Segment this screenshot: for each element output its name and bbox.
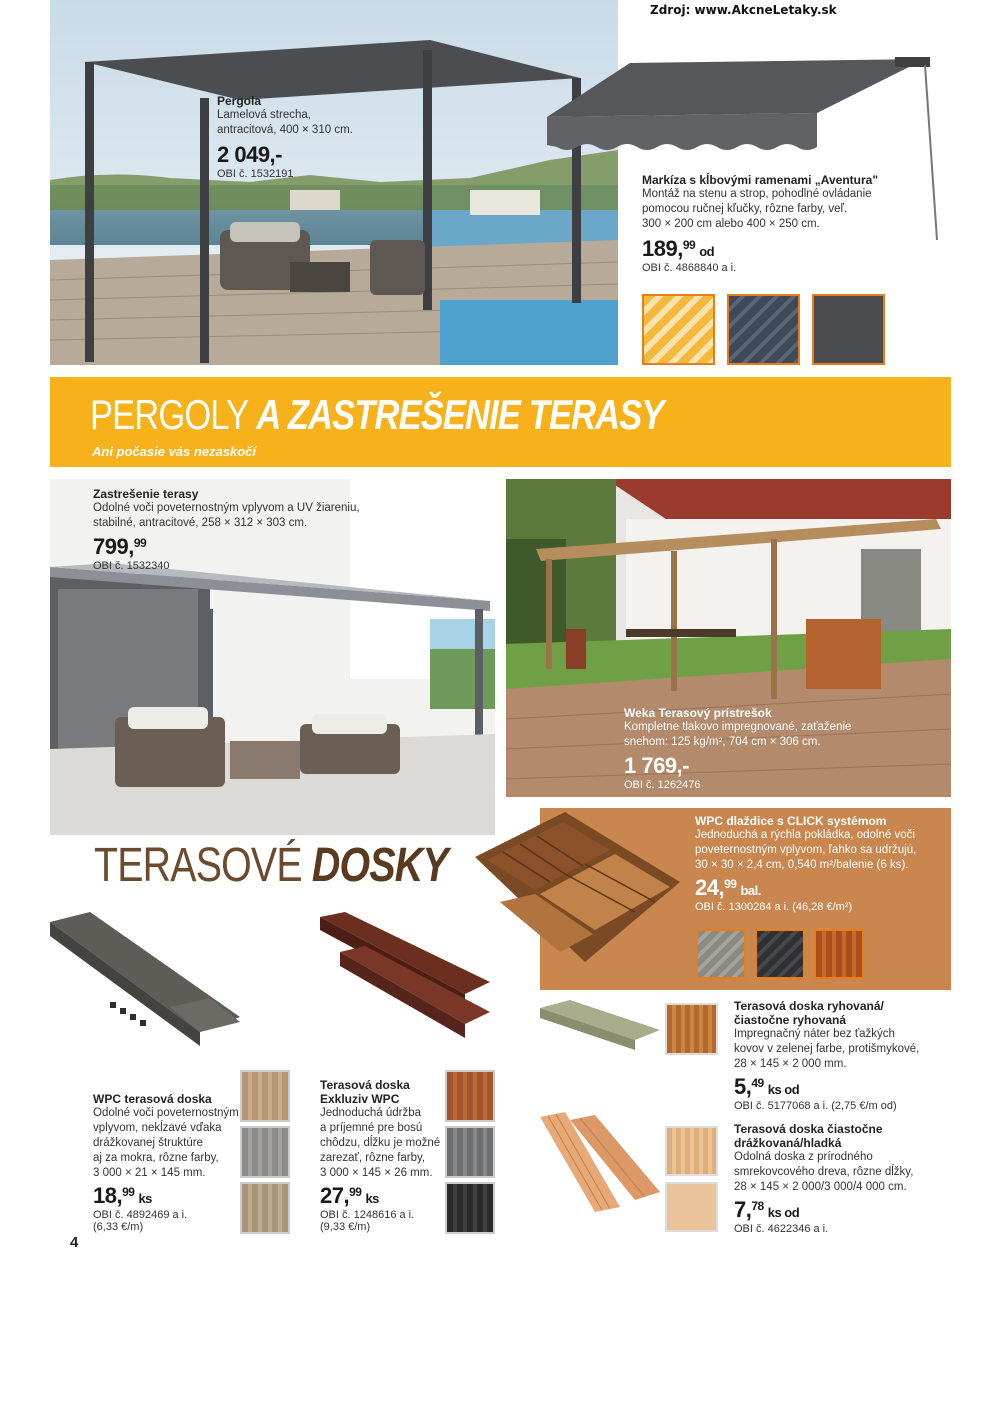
wpc-doska-price-cents: 99 xyxy=(122,1185,135,1199)
exkluziv-code-1: OBI č. 1248616 a i. xyxy=(320,1209,415,1221)
drazkovana-info xyxy=(734,1122,913,1235)
markiza-price-main: 189, xyxy=(642,236,683,261)
wpc-dlazdice-desc-3: 30 × 30 × 2,4 cm, 0,540 m²/balenie (6 ks). xyxy=(695,859,909,871)
wpc-dlazdice-info xyxy=(695,814,916,913)
zastresenie-desc-1: Odolné voči poveternostným vplyvom a UV žiareniu, xyxy=(93,502,360,514)
markiza-price-cents: 99 xyxy=(682,238,696,252)
exkluziv-title-1: Terasová doska xyxy=(320,1078,410,1092)
weka-info xyxy=(624,706,851,791)
weka-code: OBI č. 1262476 xyxy=(624,779,701,791)
ryhovana-info xyxy=(734,999,919,1112)
zastresenie-price-cents: 99 xyxy=(133,536,147,550)
ryhovana-price-main: 5, xyxy=(734,1074,752,1099)
wpc-dlazdice-desc-2: poveternostným vplyvom, ľahko sa udržujú, xyxy=(695,844,917,856)
ryhovana-title-1: Terasová doska ryhovaná/ xyxy=(734,999,884,1013)
wpc-dlazdice-swatch-black xyxy=(755,929,805,979)
banner-title xyxy=(90,391,664,439)
exkluziv-swatch-grey xyxy=(445,1126,495,1178)
exkluziv-price-main: 27, xyxy=(320,1183,350,1208)
pergola-price: 2 049,- xyxy=(217,142,282,167)
markiza-desc-2: pomocou ručnej kľučky, rôzne farby, veľ. xyxy=(642,203,848,215)
wpc-doska-photo xyxy=(50,912,240,1052)
wpc-doska-info xyxy=(93,1092,239,1233)
markiza-code: OBI č. 4868840 a i. xyxy=(642,262,737,274)
wpc-doska-desc-3: drážkovanej štruktúre xyxy=(93,1137,203,1149)
wpc-dlazdice-swatch-wood xyxy=(814,929,864,979)
pergola-info xyxy=(217,94,353,180)
markiza-price-unit: od xyxy=(699,244,715,259)
markiza-info xyxy=(642,173,878,274)
drazkovana-price-cents: 78 xyxy=(751,1199,764,1213)
exkluziv-code-2: (9,33 €/m) xyxy=(320,1221,371,1233)
wpc-dlazdice-price-main: 24, xyxy=(695,875,725,900)
wpc-doska-desc-2: vplyvom, nekĺzavé vďaka xyxy=(93,1122,222,1134)
source-credit: Zdroj: www.AkcneLetaky.sk xyxy=(650,3,837,17)
ryhovana-title-2: čiastočne ryhovaná xyxy=(734,1013,847,1027)
dosky-heading xyxy=(94,838,448,893)
drazkovana-desc-3: 28 × 145 × 2 000/3 000/4 000 cm. xyxy=(734,1181,907,1193)
weka-desc-2: snehom: 125 kg/m², 704 cm × 306 cm. xyxy=(624,736,821,748)
wpc-doska-price xyxy=(93,1183,239,1209)
ryhovana-code: OBI č. 5177068 a i. (2,75 €/m od) xyxy=(734,1100,897,1112)
wpc-dlazdice-price xyxy=(695,875,916,901)
pergola-desc-1: Lamelová strecha, xyxy=(217,109,311,121)
exkluziv-photo xyxy=(320,912,490,1042)
wpc-doska-price-main: 18, xyxy=(93,1183,123,1208)
ryhovana-price-unit: ks od xyxy=(767,1082,800,1097)
exkluziv-price-cents: 99 xyxy=(349,1185,362,1199)
wpc-doska-desc-5: 3 000 × 21 × 145 mm. xyxy=(93,1167,206,1179)
zastresenie-price xyxy=(93,534,360,560)
zastresenie-title: Zastrešenie terasy xyxy=(93,487,199,501)
pergola-desc-2: antracitová, 400 × 310 cm. xyxy=(217,124,353,136)
banner-title-b: A ZASTREŠENIE TERASY xyxy=(256,391,664,438)
exkluziv-swatch-brown xyxy=(445,1070,495,1122)
wpc-dlazdice-desc-1: Jednoduchá a rýchla pokládka, odolné voči xyxy=(695,829,915,841)
ryhovana-desc-1: Impregnačný náter bez ťažkých xyxy=(734,1028,895,1040)
exkluziv-desc-5: 3 000 × 145 × 26 mm. xyxy=(320,1167,433,1179)
exkluziv-price-unit: ks xyxy=(365,1191,379,1206)
pergola-title: Pergola xyxy=(217,94,262,108)
drazkovana-desc-2: smrekovcového dreva, rôzne dĺžky, xyxy=(734,1166,914,1178)
wpc-doska-swatch-sand xyxy=(240,1182,290,1234)
exkluziv-title-2: Exkluziv WPC xyxy=(320,1092,400,1106)
ryhovana-price-cents: 49 xyxy=(751,1076,764,1090)
pergola-photo xyxy=(50,0,618,365)
markiza-desc-1: Montáž na stenu a strop, pohodlné ovládanie xyxy=(642,188,872,200)
banner-title-a: PERGOLY xyxy=(90,391,248,438)
drazkovana-title-2: drážkovaná/hladká xyxy=(734,1136,842,1150)
weka-desc-1: Kompletne tlakovo impregnované, zaťaženie xyxy=(624,721,852,733)
weka-title: Weka Terasový prístrešok xyxy=(624,706,772,720)
markiza-price xyxy=(642,236,878,262)
dosky-heading-b: DOSKY xyxy=(311,839,448,892)
dosky-heading-a: TERASOVÉ xyxy=(94,839,302,892)
exkluziv-swatch-black xyxy=(445,1182,495,1234)
zastresenie-price-main: 799, xyxy=(93,534,134,559)
wpc-dlazdice-price-unit: bal. xyxy=(740,883,761,898)
markiza-title: Markíza s kĺbovými ramenami „Aventura" xyxy=(642,173,879,187)
exkluziv-desc-2: a príjemné pre bosú xyxy=(320,1122,423,1134)
ryhovana-desc-3: 28 × 145 × 2 000 mm. xyxy=(734,1058,847,1070)
exkluziv-desc-4: zarezať, rôzne farby, xyxy=(320,1152,426,1164)
drazkovana-desc-1: Odolná doska z prírodného xyxy=(734,1151,873,1163)
wpc-doska-desc-1: Odolné voči poveternostným xyxy=(93,1107,239,1119)
markiza-swatch-striped xyxy=(642,294,715,365)
exkluziv-desc-1: Jednoduchá údržba xyxy=(320,1107,422,1119)
zastresenie-code: OBI č. 1532340 xyxy=(93,560,170,572)
drazkovana-price-main: 7, xyxy=(734,1197,752,1222)
wpc-dlazdice-code: OBI č. 1300284 a i. (46,28 €/m²) xyxy=(695,901,853,913)
wpc-dlazdice-price-cents: 99 xyxy=(724,877,737,891)
ryhovana-swatch xyxy=(665,1003,718,1055)
wpc-doska-desc-4: aj za mokra, rôzne farby, xyxy=(93,1152,219,1164)
drazkovana-swatch-smooth xyxy=(665,1182,718,1232)
drazkovana-price-unit: ks od xyxy=(767,1205,800,1220)
weka-price: 1 769,- xyxy=(624,753,689,778)
page-number: 4 xyxy=(70,1234,79,1251)
wpc-dlazdice-title: WPC dlaždice s CLICK systémom xyxy=(695,814,887,828)
wpc-doska-swatch-beige xyxy=(240,1070,290,1122)
wpc-dlazdice-photo xyxy=(465,812,690,972)
markiza-swatch-blue-stripe xyxy=(727,294,800,365)
drazkovana-code: OBI č. 4622346 a i. xyxy=(734,1223,829,1235)
wpc-doska-title: WPC terasová doska xyxy=(93,1092,212,1106)
drazkovana-swatch-grooved xyxy=(665,1126,718,1176)
wpc-doska-swatch-grey xyxy=(240,1126,290,1178)
ryhovana-photo xyxy=(540,1000,660,1060)
ryhovana-desc-2: kovov v zelenej farbe, protišmykové, xyxy=(734,1043,920,1055)
ryhovana-price xyxy=(734,1074,919,1100)
exkluziv-desc-3: chôdzu, dĺžku je možné xyxy=(320,1137,441,1149)
wpc-doska-code-2: (6,33 €/m) xyxy=(93,1221,144,1233)
wpc-doska-code-1: OBI č. 4892469 a i. xyxy=(93,1209,188,1221)
exkluziv-price xyxy=(320,1183,440,1209)
exkluziv-info xyxy=(320,1078,440,1233)
markiza-swatch-anthracite xyxy=(812,294,885,365)
pergola-code: OBI č. 1532191 xyxy=(217,168,294,180)
section-banner xyxy=(50,377,951,467)
zastresenie-info xyxy=(93,487,360,572)
drazkovana-title-1: Terasová doska čiastočne xyxy=(734,1122,883,1136)
wpc-dlazdice-swatch-grey xyxy=(696,929,746,979)
drazkovana-price xyxy=(734,1197,913,1223)
banner-subtitle: Ani počasie vás nezaskočí xyxy=(92,444,257,459)
zastresenie-desc-2: stabilné, antracitové, 258 × 312 × 303 cm. xyxy=(93,517,308,529)
wpc-doska-price-unit: ks xyxy=(138,1191,152,1206)
markiza-desc-3: 300 × 200 cm alebo 400 × 250 cm. xyxy=(642,218,820,230)
drazkovana-photo xyxy=(540,1112,660,1212)
